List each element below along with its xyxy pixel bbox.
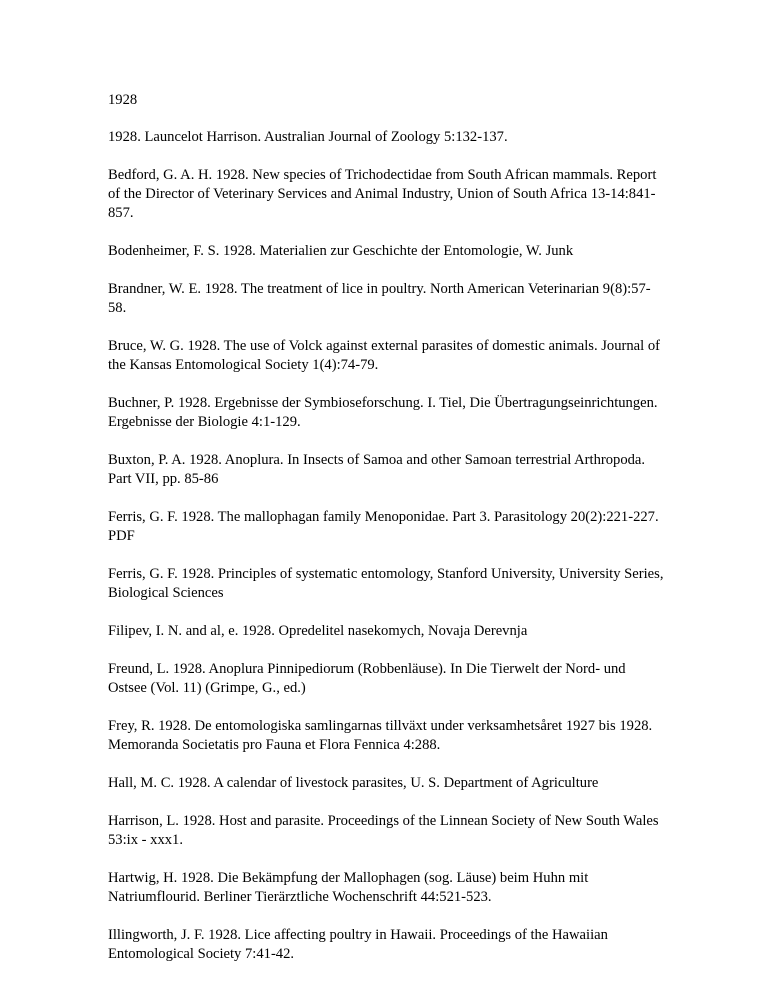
reference-entry: Frey, R. 1928. De entomologiska samlingarnas tillväxt under verksamhetsåret 1927 bis 1928. Memoranda Societatis pro Fauna et Flora Fennica 4:288.	[108, 718, 653, 753]
reference-entry: Bruce, W. G. 1928. The use of Volck against external parasites of domestic animals. Journal of the Kansas Entomological Society 1(4):74-79.	[108, 338, 661, 373]
reference-list	[108, 128, 668, 964]
reference-entry: Harrison, L. 1928. Host and parasite. Proceedings of the Linnean Society of New South Wales 53:ix - xxx1.	[108, 813, 659, 848]
reference-entry: Ferris, G. F. 1928. Principles of systematic entomology, Stanford University, University Series, Biological Sciences	[108, 566, 664, 601]
reference-entry: Buchner, P. 1928. Ergebnisse der Symbioseforschung. I. Tiel, Die Übertragungseinrichtungen. Ergebnisse der Biologie 4:1-129.	[108, 395, 658, 430]
reference-entry: Bedford, G. A. H. 1928. New species of Trichodectidae from South African mammals. Report of the Director of Veterinary Services and Animal Industry, Union of South Africa 13-14:841-857.	[108, 167, 657, 221]
reference-entry: Freund, L. 1928. Anoplura Pinnipediorum (Robbenläuse). In Die Tierwelt der Nord- und Ostsee (Vol. 11) (Grimpe, G., ed.)	[108, 661, 626, 696]
reference-entry: Hartwig, H. 1928. Die Bekämpfung der Mallophagen (sog. Läuse) beim Huhn mit Natriumflourid. Berliner Tierärztliche Wochenschrift 44:521-523.	[108, 870, 589, 905]
reference-entry: Hall, M. C. 1928. A calendar of livestock parasites, U. S. Department of Agriculture	[108, 775, 599, 791]
reference-entry: Ferris, G. F. 1928. The mallophagan family Menoponidae. Part 3. Parasitology 20(2):221-227. PDF	[108, 509, 659, 544]
page-heading: 1928	[108, 92, 138, 108]
reference-entry: Filipev, I. N. and al, e. 1928. Opredelitel nasekomych, Novaja Derevnja	[108, 623, 528, 639]
reference-entry: 1928. Launcelot Harrison. Australian Journal of Zoology 5:132-137.	[108, 129, 508, 145]
reference-entry: Brandner, W. E. 1928. The treatment of lice in poultry. North American Veterinarian 9(8):57-58.	[108, 281, 651, 316]
reference-entry: Bodenheimer, F. S. 1928. Materialien zur Geschichte der Entomologie, W. Junk	[108, 243, 574, 259]
reference-entry: Buxton, P. A. 1928. Anoplura. In Insects of Samoa and other Samoan terrestrial Arthropoda. Part VII, pp. 85-86	[108, 452, 646, 487]
document-page	[108, 91, 668, 983]
reference-entry: Illingworth, J. F. 1928. Lice affecting poultry in Hawaii. Proceedings of the Hawaiian Entomological Society 7:41-42.	[108, 927, 608, 962]
